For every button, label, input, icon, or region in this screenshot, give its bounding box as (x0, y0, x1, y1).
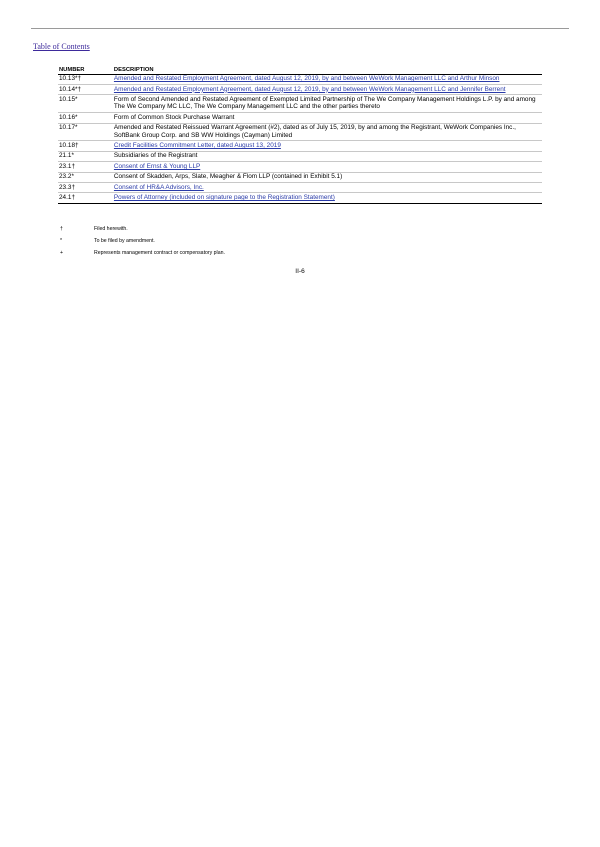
table-row (58, 172, 542, 182)
exhibit-number: 10.13*† (59, 75, 82, 83)
footnote (58, 250, 225, 256)
exhibit-description: Consent of Skadden, Arps, Slate, Meagher & Flom LLP (contained in Exhibit 5.1) (114, 172, 542, 182)
exhibit-number: 10.16* (58, 113, 114, 123)
exhibit-number: 10.18† (58, 141, 114, 151)
exhibit-number: 24.1† (58, 193, 114, 203)
page-number: II-6 (295, 268, 305, 275)
exhibit-description: Subsidiaries of the Registrant (114, 151, 542, 161)
exhibit-number: 21.1* (58, 151, 114, 161)
table-row (58, 95, 542, 113)
footnote-text: Filed herewith. (94, 226, 128, 232)
exhibit-number: 10.15* (58, 95, 114, 113)
exhibit-description-link[interactable]: Amended and Restated Employment Agreement, dated August 12, 2019, by and between WeWork Management LLC and Jennifer Berrent (113, 85, 506, 93)
top-rule (31, 28, 569, 29)
exhibit-number: 23.1† (58, 162, 114, 172)
table-row (58, 151, 542, 161)
exhibit-description-link[interactable]: Powers of Attorney (included on signature page to the Registration Statement) (113, 194, 335, 201)
exhibit-description-link[interactable]: Amended and Restated Employment Agreement, dated August 12, 2019, by and between WeWork Management LLC and Arthur Minson (113, 75, 500, 83)
table-row (58, 182, 542, 192)
table-row (58, 141, 542, 151)
exhibit-description-cell (114, 162, 542, 172)
footnotes (58, 226, 225, 263)
footnote (58, 226, 225, 232)
footnote-mark: + (60, 250, 64, 257)
exhibit-description-cell (114, 193, 542, 203)
table-row (58, 74, 542, 84)
exhibit-description: Form of Second Amended and Restated Agreement of Exempted Limited Partnership of The We Company Management Holdings L.P. by and among The We Company MC LLC, The We Company Management LLC and the other parties thereto (114, 95, 542, 113)
exhibit-description: Form of Common Stock Purchase Warrant (114, 113, 542, 123)
exhibit-number: 10.14*† (58, 84, 114, 94)
exhibit-rows (58, 74, 542, 203)
exhibit-description-cell (114, 182, 542, 192)
exhibit-description-link[interactable]: Credit Facilities Commitment Letter, dated August 13, 2019 (113, 142, 281, 150)
footnote-text: To be filed by amendment. (94, 238, 155, 245)
table-row (58, 84, 542, 94)
table-row (58, 193, 542, 203)
column-header-number: NUMBER (58, 66, 114, 74)
footnote-text: Represents management contract or compensatory plan. (94, 250, 225, 257)
exhibit-index-table (58, 66, 542, 204)
exhibit-number: 23.3† (58, 182, 114, 192)
table-header-row (58, 66, 542, 74)
footnote (58, 238, 225, 244)
exhibit-description-link[interactable]: Consent of HR&A Advisors, Inc. (113, 183, 204, 191)
exhibit-number: 23.2* (58, 172, 114, 182)
footnote-mark: † (60, 226, 63, 232)
exhibit-description-cell (114, 141, 542, 151)
table-row (58, 113, 542, 123)
exhibit-description: Amended and Restated Reissued Warrant Agreement (#2), dated as of July 15, 2019, by and among the Registrant, WeWork Companies Inc., SoftBank Group Corp. and SB WW Holdings (Cayman) Limited (114, 123, 542, 141)
exhibit-description-cell (114, 74, 542, 84)
table-of-contents-link[interactable]: Table of Contents (33, 42, 90, 51)
exhibit-number: 10.17* (58, 123, 114, 141)
column-header-description: DESCRIPTION (114, 66, 542, 74)
exhibit-description-cell (114, 84, 542, 94)
exhibit-description-link[interactable]: Consent of Ernst & Young LLP (113, 162, 201, 170)
footnote-mark: * (60, 238, 63, 245)
table-row (58, 123, 542, 141)
table-row (58, 162, 542, 172)
